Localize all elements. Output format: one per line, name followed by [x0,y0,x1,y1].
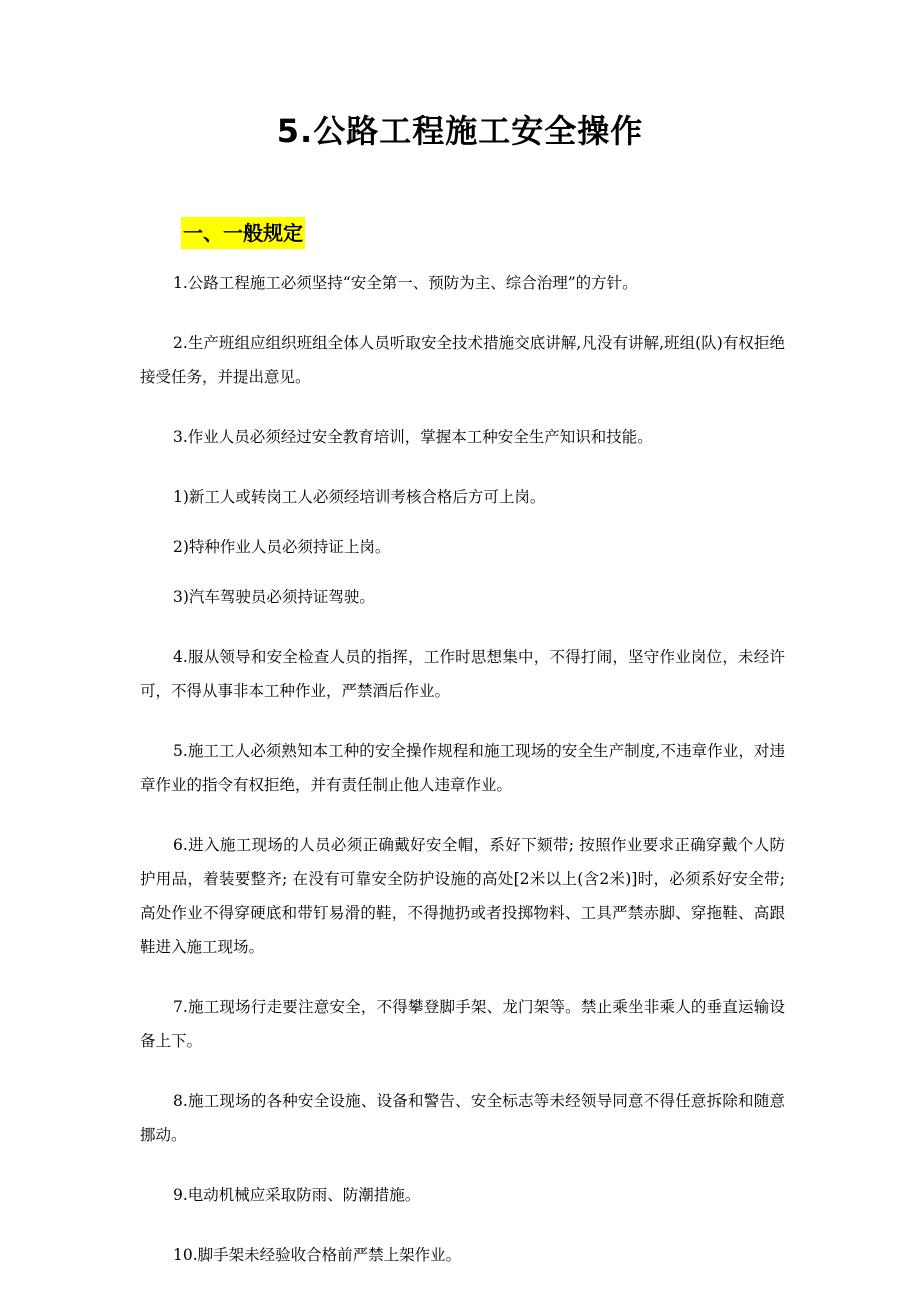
paragraph-3: 3.作业人员必须经过安全教育培训，掌握本工种安全生产知识和技能。 [173,428,653,446]
sub-item-1: 1)新工人或转岗工人必须经培训考核合格后方可上岗。 [173,488,546,506]
paragraph-7: 7.施工现场行走要注意安全，不得攀登脚手架、龙门架等。禁止乘坐非乘人的垂直运输设备上下。 [140,998,785,1050]
paragraph-5: 5.施工工人必须熟知本工种的安全操作规程和施工现场的安全生产制度,不违章作业，对违章作业的指令有权拒绝，并有责任制止他人违章作业。 [140,742,785,794]
sub-item-2: 2)特种作业人员必须持证上岗。 [173,538,391,556]
paragraph-2: 2.生产班组应组织班组全体人员听取安全技术措施交底讲解,凡没有讲解,班组(队)有权拒绝接受任务，并提出意见。 [140,334,785,386]
paragraph-1: 1.公路工程施工必须坚持“安全第一、预防为主、综合治理”的方针。 [173,274,638,292]
paragraph-4: 4.服从领导和安全检查人员的指挥，工作时思想集中，不得打闹，坚守作业岗位，未经许可，不得从事非本工种作业，严禁酒后作业。 [140,648,785,700]
paragraph-8: 8.施工现场的各种安全设施、设备和警告、安全标志等未经领导同意不得任意拆除和随意挪动。 [140,1092,785,1144]
paragraph-10: 10.脚手架未经验收合格前严禁上架作业。 [173,1246,462,1264]
document-title: 5.公路工程施工安全操作 [276,112,644,150]
paragraph-9: 9.电动机械应采取防雨、防潮措施。 [173,1186,421,1204]
paragraph-6: 6.进入施工现场的人员必须正确戴好安全帽，系好下颏带; 按照作业要求正确穿戴个人防护用品，着装要整齐; 在没有可靠安全防护设施的高处[2米以上(含2米)]时，必须系好安全带; 高处作业不得穿硬底和带钉易滑的鞋，不得抛扔或者投掷物料、工具严禁赤脚、穿拖鞋、高跟鞋进入施工现场。 [140,836,785,956]
sub-item-3: 3)汽车驾驶员必须持证驾驶。 [173,588,375,606]
document-body [140,266,785,1298]
section-heading-general-rules: 一、一般规定 [181,217,305,249]
